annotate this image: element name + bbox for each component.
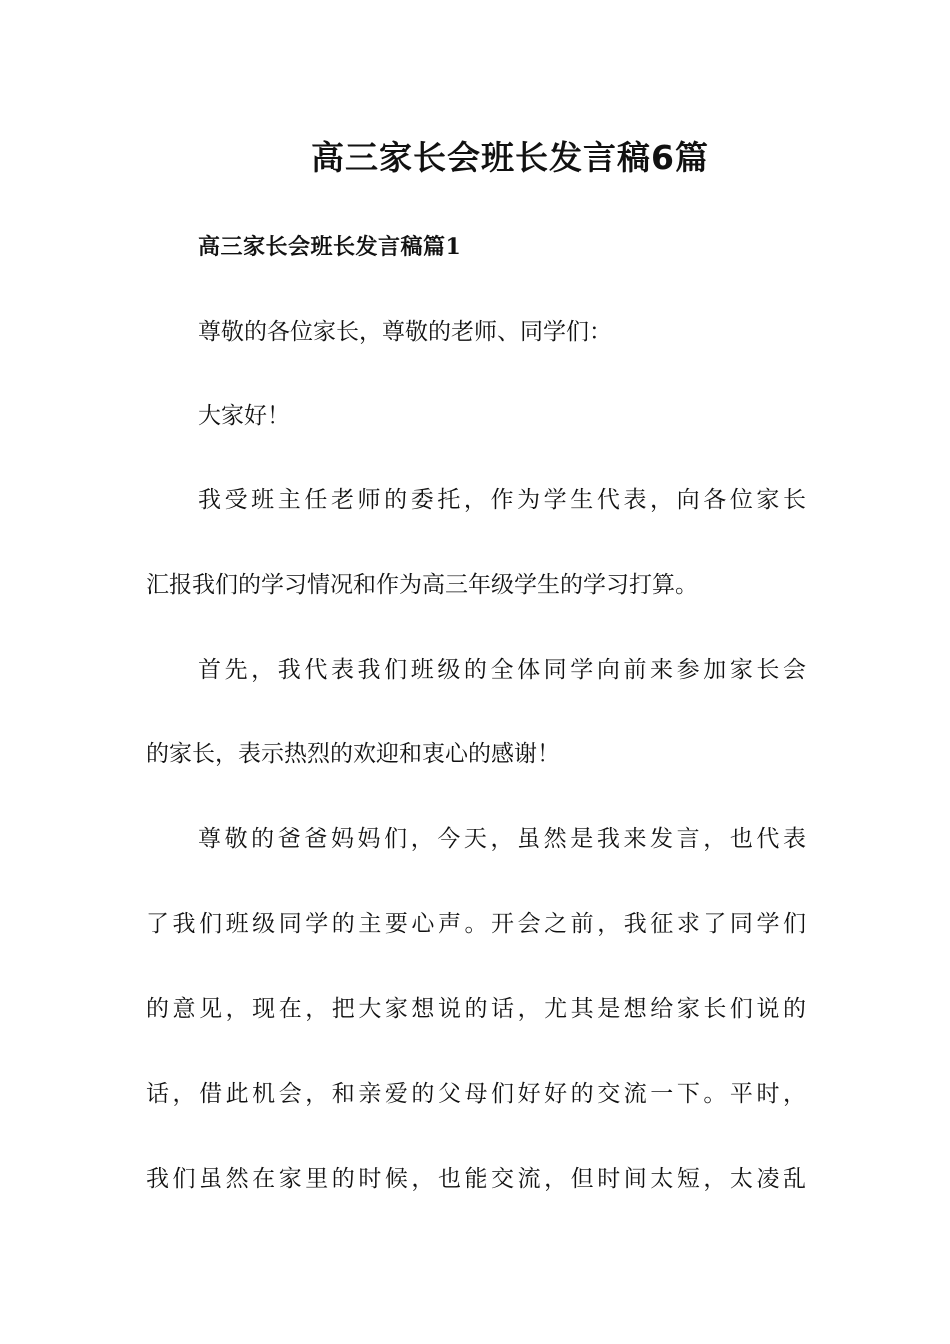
paragraph-line: 尊敬的爸爸妈妈们，今天，虽然是我来发言，也代表 — [198, 826, 806, 852]
paragraph-line: 首先，我代表我们班级的全体同学向前来参加家长会 — [198, 657, 806, 683]
paragraph-line: 的意见，现在，把大家想说的话，尤其是想给家长们说的 — [146, 996, 806, 1022]
paragraph-line: 话，借此机会，和亲爱的父母们好好的交流一下。平时， — [146, 1081, 806, 1107]
paragraph-line-greeting: 尊敬的各位家长，尊敬的老师、同学们： — [198, 319, 612, 345]
paragraph-line: 汇报我们的学习情况和作为高三年级学生的学习打算。 — [146, 572, 698, 598]
section-heading: 高三家长会班长发言稿篇1 — [198, 234, 462, 260]
paragraph-line: 我受班主任老师的委托，作为学生代表，向各位家长 — [198, 487, 806, 513]
paragraph-line: 我们虽然在家里的时候，也能交流，但时间太短，太凌乱 — [146, 1166, 806, 1192]
paragraph-line: 的家长，表示热烈的欢迎和衷心的感谢！ — [146, 741, 560, 767]
document-title: 高三家长会班长发言稿6篇 — [311, 138, 709, 177]
paragraph-line-hello: 大家好！ — [198, 403, 290, 429]
paragraph-line: 了我们班级同学的主要心声。开会之前，我征求了同学们 — [146, 911, 806, 937]
